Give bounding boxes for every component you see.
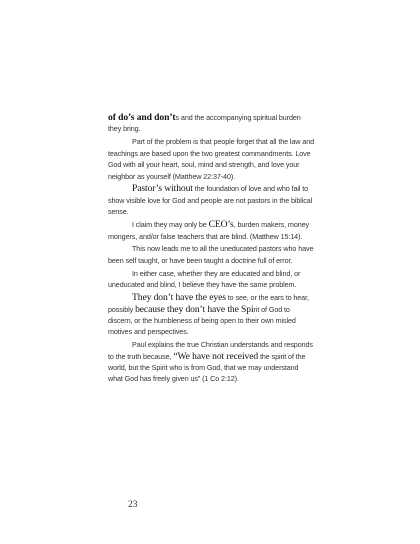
text-run-emphasis: They don’t have the eyes bbox=[132, 292, 226, 304]
text-run: rit of God to discern, or the humbleness of being open to their own misled motives and perspectives. bbox=[108, 304, 296, 337]
text-run-emphasis: “We have not received bbox=[173, 350, 259, 362]
text-run-emphasis: CEO’s bbox=[208, 219, 234, 231]
page-number: 23 bbox=[128, 500, 138, 510]
text-run: In either case, whether they are educated and blind, or uneducated and blind, I believe they have the same problem. bbox=[108, 268, 301, 290]
paragraph bbox=[108, 136, 314, 182]
text-run: , burden makers, money mongers, and/or false teachers that are blind. (Matthew 15:14). bbox=[108, 220, 310, 241]
paragraph bbox=[108, 219, 314, 242]
text-run: I claim they may only be bbox=[132, 220, 209, 230]
text-run: the spirit of the world, but the Spirit who is from God, that we may understand what God has freely given us” (1 Co 2:12). bbox=[108, 351, 306, 384]
paragraph bbox=[108, 292, 314, 338]
body-text bbox=[108, 112, 314, 386]
text-run: s and the accompanying spiritual burden they bring. bbox=[108, 113, 301, 134]
paragraph bbox=[108, 339, 314, 385]
text-run-emphasis: of do’s and don’t bbox=[108, 112, 176, 123]
text-run: This now leads me to all the uneducated pastors who have been self taught, or have been taught a doctrine full of error. bbox=[108, 244, 314, 265]
paragraph bbox=[108, 268, 314, 291]
text-run: Part of the problem is that people forget that all the law and teachings are based upon the two greatest commandments. Love God with all your heart, soul, mind and strength, and love your neighbor as yourself (Matthew 22:37-40). bbox=[108, 137, 314, 181]
text-run-emphasis: because they don’t have the Spi bbox=[135, 303, 254, 315]
text-run-emphasis: Pastor’s without bbox=[132, 183, 193, 195]
paragraph bbox=[108, 112, 314, 135]
text-run: to see, or the ears to hear, possibly bbox=[108, 293, 309, 314]
text-run: Paul explains the true Christian understands and responds to the truth because, bbox=[108, 340, 313, 361]
text-run: the foundation of love and who fail to show visible love for God and people are not pastors in the biblical sense. bbox=[108, 184, 313, 217]
paragraph bbox=[108, 243, 314, 266]
paragraph bbox=[108, 183, 314, 217]
